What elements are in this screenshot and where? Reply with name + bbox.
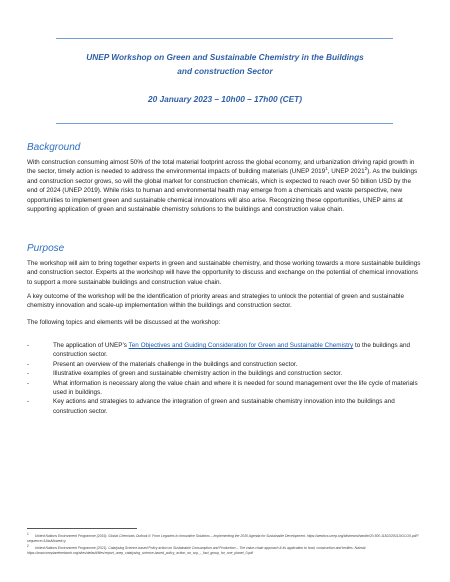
purpose-paragraph-1: The workshop will aim to bring together experts in green and sustainable chemistry, and those working towards a more sustainable buildings and construction sector. Experts at the workshop will have the opportunity to discuss and exchange on the potential of chemical innovations to support a more sustainable buildings and construction value chain. — [27, 260, 421, 286]
bullet-dash: - — [27, 398, 30, 406]
list-item — [27, 360, 423, 369]
footnote-number: 1 — [27, 532, 29, 536]
background-heading: Background — [27, 142, 81, 153]
list-item — [27, 369, 423, 378]
list-item-text: to the buildings and construction sector. — [53, 342, 411, 359]
background-paragraph — [27, 158, 423, 214]
purpose-heading: Purpose — [27, 243, 65, 254]
list-item-text: The application of UNEP’s — [53, 342, 129, 349]
ten-objectives-link[interactable]: Ten Objectives and Guiding Consideration for Green and Sustainable Chemistry — [128, 342, 354, 349]
list-item-text: Key actions and strategies to advance the integration of green and sustainable chemistry innovation into the buildings and construction sector. — [53, 398, 395, 415]
list-item — [27, 379, 423, 398]
list-item-text: Present an overview of the materials challenge in the buildings and construction sector. — [53, 360, 298, 368]
purpose-paragraph-2: A key outcome of the workshop will be the identification of priority areas and strategies to unlock the potential of green and sustainable chemistry innovation and scale-up implementation within the buildings and construction sector. — [27, 293, 404, 310]
bullet-dash: - — [27, 342, 30, 349]
background-text-part-2: , UNEP 2021 — [327, 168, 365, 176]
list-item-text: Illustrative examples of green and sustainable chemistry action in the buildings and construction sector. — [53, 370, 343, 378]
background-text-part-1: With construction consuming almost 50% of the total material footprint across the global economy, and urbanization driving rapid growth in the sector, timely action is needed to address the environmental impacts of building materials (UNEP 2019 — [27, 159, 415, 176]
document-title-line-1: UNEP Workshop on Green and Sustainable Chemistry in the Buildings — [86, 52, 364, 62]
document-title-line-2: and construction Sector — [177, 66, 273, 76]
footnote-separator — [27, 528, 137, 529]
purpose-paragraph-3: The following topics and elements will be discussed at the workshop: — [27, 319, 221, 326]
list-item — [27, 397, 423, 416]
footnote-number: 2 — [27, 544, 29, 548]
bullet-dash: - — [27, 379, 30, 387]
list-item — [27, 341, 423, 360]
footnote-ref-2: 2 — [364, 166, 368, 172]
footnote-text: United Nations Environment Programme (2019). Global Chemicals Outlook II: From Legacies to Innovative Solutions – Implementing the 2030 Agenda for Sustainable Development. https://wedocs.unep.org/bitstream/handle/20.500.11822/28113/GCOII.pdf?sequence=1&isAllowed=y — [27, 534, 419, 544]
footnote-text: United Nations Environment Programme (2021). Catalysing Science-based Policy action on Sustainable Consumption and Production – The value-chain approach & its application to food, construction and textiles. Nairobi. https://www.oneplanetnetwork.org/sites/default/files/report_unep_catalysing_science-based_policy_action_on_scp_-_fact_group_for_one_planet_0.pdf — [27, 546, 367, 556]
topics-list — [27, 341, 423, 416]
event-date: 20 January 2023 – 10h00 – 17h00 (CET) — [147, 94, 303, 104]
header-top-rule — [56, 38, 393, 39]
header-bottom-rule — [56, 123, 393, 124]
background-text-part-3: ). As the buildings and construction sector grows, so will the global market for construction chemicals, which is expected to reach over 50 billion USD by the end of 2024 (UNEP 2019). While risks to human and environmental health may emerge from a chemicals and waste perspective, new opportunities to implement green and sustainable chemical innovations will also arise. Recognizing these opportunities, UNEP aims at supporting application of green and sustainable chemistry solutions to the buildings and construction value chain. — [27, 168, 418, 214]
bullet-dash: - — [27, 370, 30, 378]
list-item-text: What information is necessary along the value chain and where it is needed for sound management over the life cycle of materials used in buildings. — [53, 379, 418, 397]
footnote-1 — [27, 532, 423, 544]
footnote-2 — [27, 544, 423, 556]
footnote-ref-1: 1 — [325, 166, 328, 172]
bullet-dash: - — [27, 360, 30, 368]
